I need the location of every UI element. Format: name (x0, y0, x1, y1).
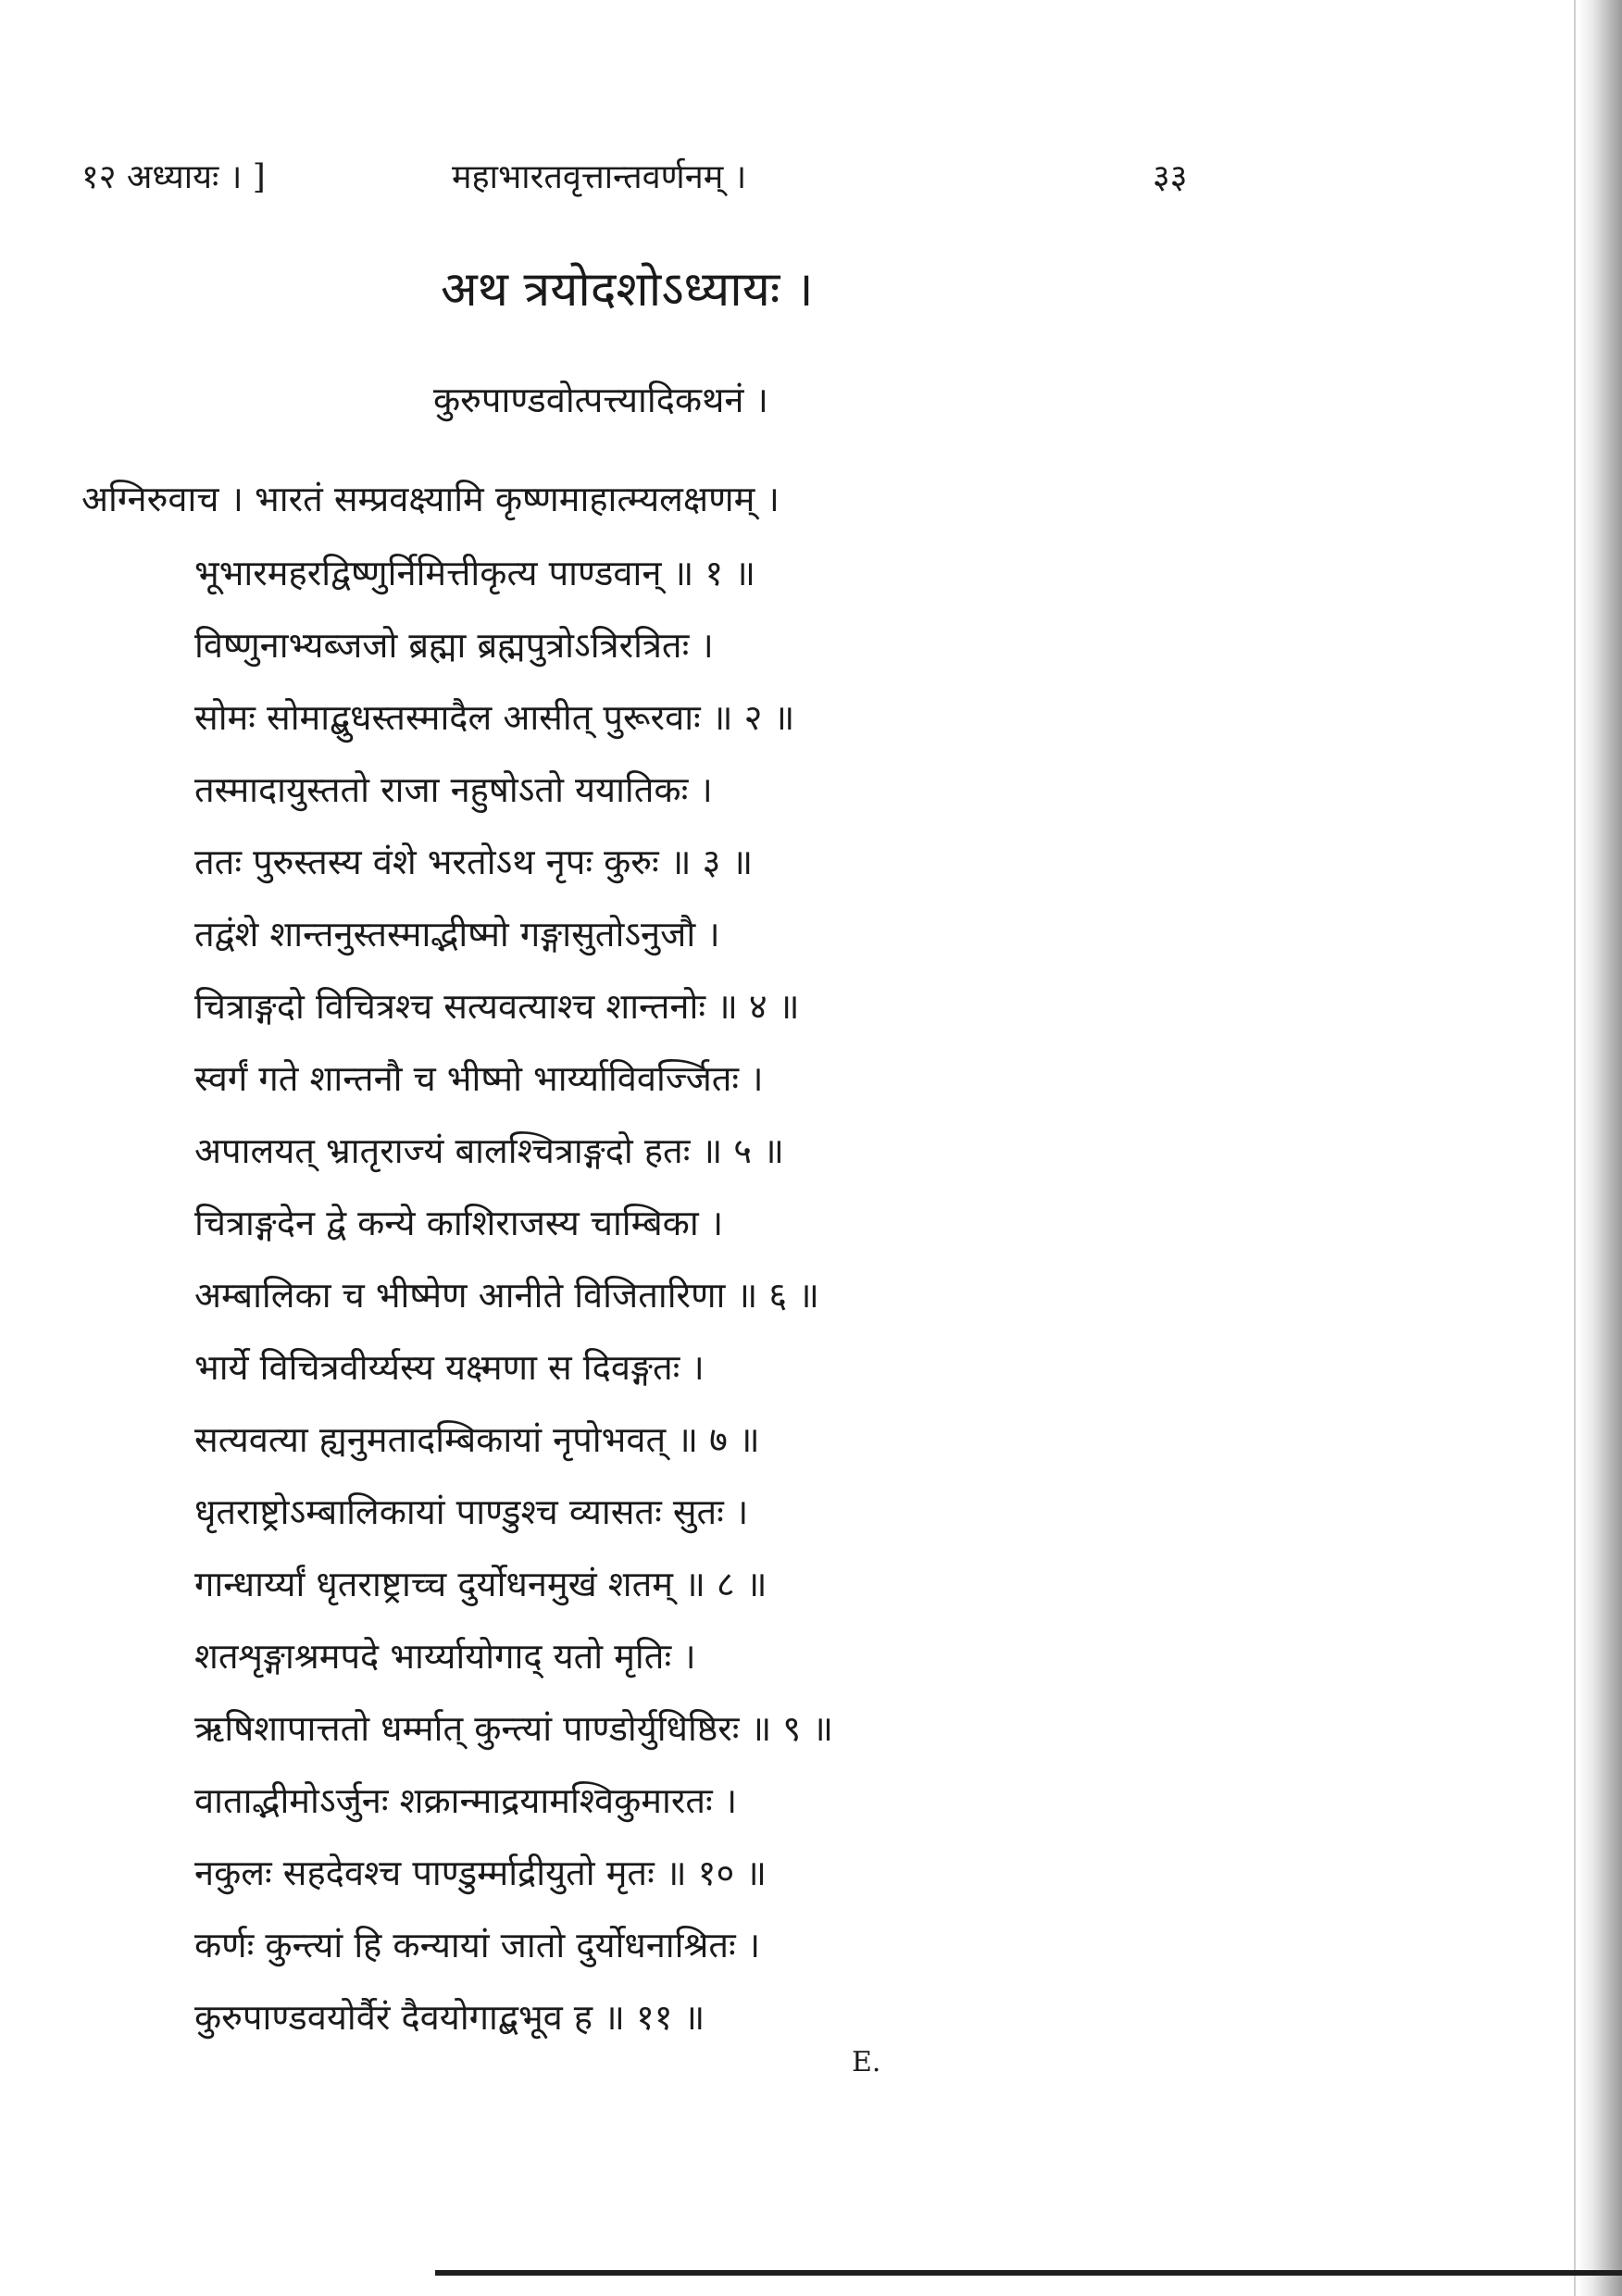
verse-line: कुरुपाण्डवयोर्वैरं दैवयोगाद्बभूव ह ॥ ११ ॥ (194, 1997, 705, 2038)
verse-line: अपालयत् भ्रातृराज्यं बालश्चित्राङ्गदो हतः ॥ ५ ॥ (194, 1130, 784, 1171)
verse-line: तस्मादायुस्ततो राजा नहुषोऽतो ययातिकः । (194, 769, 713, 810)
verse-line: स्वर्गं गते शान्तनौ च भीष्मो भार्य्याविवर्ज्जितः । (194, 1058, 764, 1099)
page-number: ३३ (1153, 158, 1188, 196)
verse-line: कर्णः कुन्त्यां हि कन्यायां जातो दुर्योधनाश्रितः । (194, 1925, 761, 1965)
verse-line: नकुलः सहदेवश्च पाण्डुर्म्माद्रीयुतो मृतः ॥ १० ॥ (194, 1853, 767, 1893)
verse-line: ततः पुरुस्तस्य वंशे भरतोऽथ नृपः कुरुः ॥ ३ ॥ (194, 842, 754, 882)
verse-line: अग्निरुवाच । भारतं सम्प्रवक्ष्यामि कृष्णमाहात्म्यलक्षणम् । (81, 479, 780, 519)
verse-line: भूभारमहरद्विष्णुर्निमित्तीकृत्य पाण्डवान् ॥ १ ॥ (194, 553, 755, 593)
verse-line: सत्यवत्या ह्यनुमतादम्बिकायां नृपोभवत् ॥ ७ ॥ (194, 1419, 760, 1460)
running-head (0, 153, 1622, 208)
verse-line: भार्ये विचित्रवीर्य्यस्य यक्ष्मणा स दिवङ्गतः । (194, 1347, 705, 1388)
verse-line: चित्राङ्गदो विचित्रश्च सत्यवत्याश्च शान्तनोः ॥ ४ ॥ (194, 986, 800, 1027)
verse-line: चित्राङ्गदेन द्वे कन्ये काशिराजस्य चाम्बिका । (194, 1203, 724, 1243)
verse-line: विष्णुनाभ्यब्जजो ब्रह्मा ब्रह्मपुत्रोऽत्रिरत्रितः । (194, 625, 714, 666)
chapter-subtitle: कुरुपाण्डवोत्पत्त्यादिकथनं । (433, 380, 768, 420)
verse-line: वाताद्भीमोऽर्जुनः शक्रान्माद्रयामश्विकुमारतः । (194, 1780, 738, 1821)
binding-shadow (1578, 0, 1622, 2296)
bottom-rule (435, 2270, 1622, 2276)
page-edge-line (1574, 0, 1576, 2296)
verse-line: शतशृङ्गाश्रमपदे भार्य्यायोगाद् यतो मृतिः । (194, 1636, 696, 1677)
chapter-reference: १२ अध्यायः । ] (81, 158, 266, 196)
verse-line: गान्धार्य्यां धृतराष्ट्राच्च दुर्योधनमुखं शतम् ॥ ८ ॥ (194, 1564, 767, 1604)
chapter-title: अथ त्रयोदशोऽध्यायः । (441, 262, 814, 318)
verse-line: ऋषिशापात्ततो धर्म्मात् कुन्त्यां पाण्डोर्युधिष्ठिरः ॥ ९ ॥ (194, 1708, 833, 1749)
verse-line: अम्बालिका च भीष्मेण आनीते विजितारिणा ॥ ६ ॥ (194, 1275, 819, 1316)
running-title: महाभारतवृत्तान्तवर्णनम् । (452, 158, 747, 196)
verse-line: धृतराष्ट्रोऽम्बालिकायां पाण्डुश्च व्यासतः सुतः । (194, 1491, 749, 1532)
signature-mark: E. (852, 2046, 881, 2078)
verse-line: सोमः सोमाद्बुधस्तस्मादैल आसीत् पुरूरवाः ॥ २ ॥ (194, 697, 795, 738)
verse-line: तद्वंशे शान्तनुस्तस्माद्भीष्मो गङ्गासुतोऽनुजौ । (194, 914, 720, 955)
